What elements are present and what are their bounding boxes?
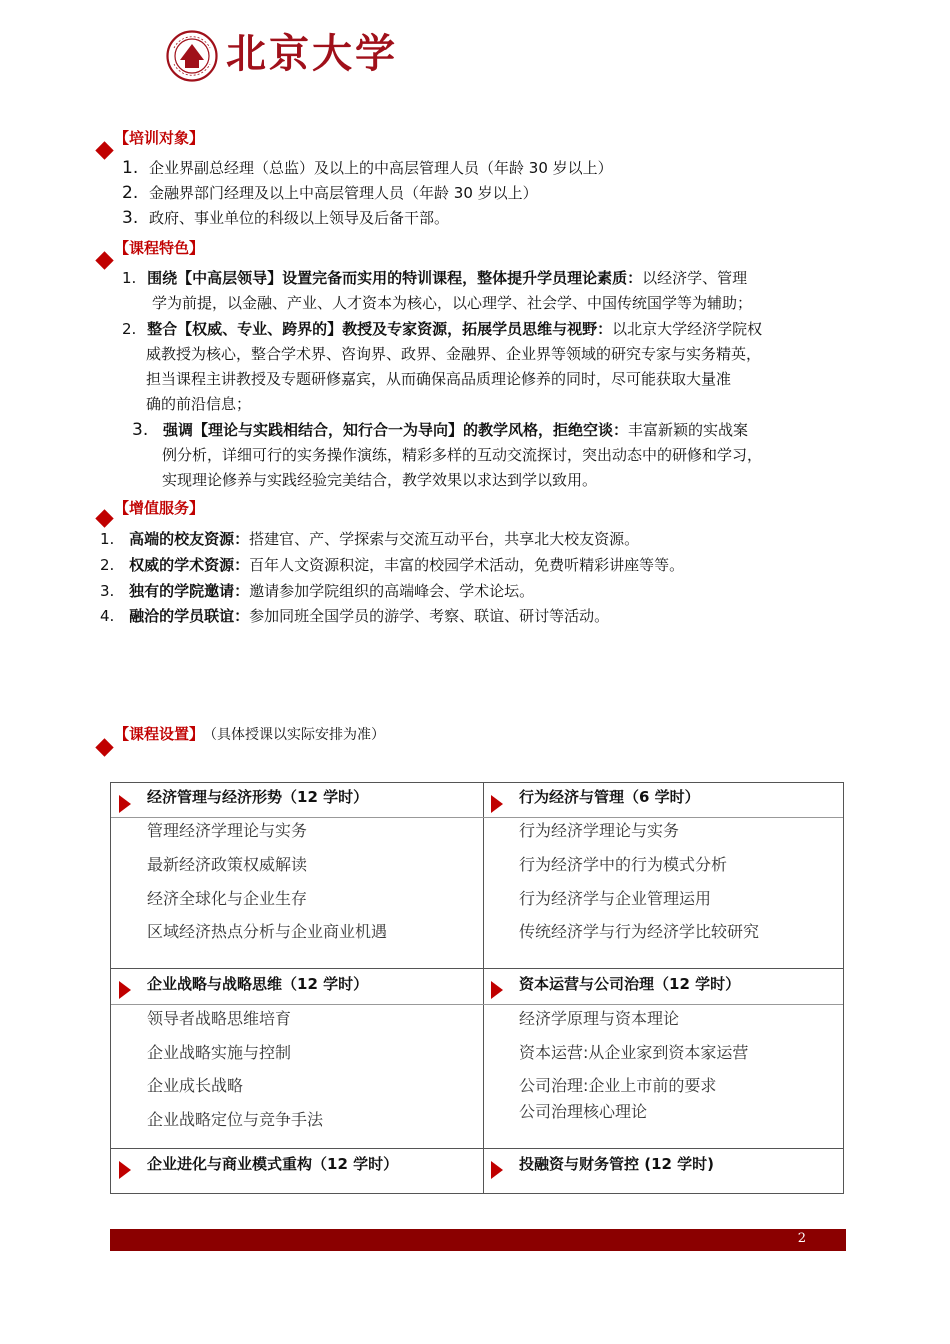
course-item: 经济全球化与企业生存 — [147, 889, 308, 908]
curriculum-title-text: 【课程设置】 — [114, 725, 205, 743]
item-text: 政府、事业单位的科级以上领导及后备干部。 — [149, 209, 450, 227]
peking-university-seal-icon — [166, 30, 218, 82]
row-divider — [111, 1148, 843, 1149]
service-heading: 高端的校友资源： — [129, 530, 250, 548]
feature-2-heading: 整合【权威、专业、跨界的】教授及专家资源，拓展学员思维与视野： — [147, 320, 613, 338]
triangle-bullet-icon — [491, 1161, 503, 1179]
footer-bar — [110, 1229, 846, 1251]
course-item: 传统经济学与行为经济学比较研究 — [519, 922, 760, 941]
course-table — [110, 782, 844, 1194]
page-number: 2 — [797, 1231, 806, 1246]
section-diamond-icon — [95, 141, 113, 159]
row-divider — [111, 968, 843, 969]
item-number: 1. — [122, 158, 139, 178]
item-number: 3. — [132, 420, 149, 440]
row-divider — [111, 817, 843, 818]
module-header-corporate-strategy: 企业战略与战略思维（12 学时） — [147, 975, 369, 993]
section-diamond-icon — [95, 738, 113, 756]
triangle-bullet-icon — [119, 1161, 131, 1179]
module-header-investment-finance: 投融资与财务管控 (12 学时) — [519, 1155, 715, 1173]
course-item: 区域经济热点分析与企业商业机遇 — [147, 922, 388, 941]
feature-3-line-2: 例分析，详细可行的实务操作演练，精彩多样的互动交流探讨，突出动态中的研修和学习， — [162, 446, 763, 464]
feature-2-line-3: 担当课程主讲教授及专题研修嘉宾，从而确保高品质理论修养的同时，尽可能获取大量准 — [146, 370, 732, 388]
column-divider — [483, 783, 484, 1193]
item-number: 2. — [100, 556, 115, 574]
feature-3-text: 丰富新颖的实战案 — [628, 421, 749, 439]
module-header-economic-management: 经济管理与经济形势（12 学时） — [147, 788, 369, 806]
course-item: 公司治理:企业上市前的要求 — [519, 1076, 717, 1095]
service-text: 邀请参加学院组织的高端峰会、学术论坛。 — [249, 582, 535, 600]
feature-3-line-1 — [132, 419, 748, 441]
service-item-1 — [100, 528, 639, 550]
trainee-item-3 — [122, 207, 449, 229]
course-item: 资本运营:从企业家到资本家运营 — [519, 1043, 749, 1062]
item-number: 3. — [100, 582, 115, 600]
course-item: 行为经济学与企业管理运用 — [519, 889, 712, 908]
course-item: 行为经济学中的行为模式分析 — [519, 855, 728, 874]
triangle-bullet-icon — [119, 981, 131, 999]
course-item: 管理经济学理论与实务 — [147, 821, 308, 840]
course-item: 企业成长战略 — [147, 1076, 244, 1095]
section-title-trainees: 【培训对象】 — [114, 129, 205, 147]
feature-2-line-1 — [122, 318, 762, 340]
course-item: 领导者战略思维培育 — [147, 1009, 292, 1028]
service-text: 搭建官、产、学探索与交流互动平台，共享北大校友资源。 — [249, 530, 640, 548]
module-header-behavioral-economics: 行为经济与管理（6 学时） — [519, 788, 700, 806]
trainee-item-1 — [122, 157, 613, 179]
section-title-services: 【增值服务】 — [114, 499, 205, 517]
triangle-bullet-icon — [119, 795, 131, 813]
feature-2-text: 以北京大学经济学院权 — [612, 320, 763, 338]
university-logo-text: 北京大学 — [226, 30, 398, 77]
course-item: 最新经济政策权威解读 — [147, 855, 308, 874]
section-title-curriculum — [114, 724, 385, 745]
feature-1-line-1 — [122, 267, 747, 289]
trainee-item-2 — [122, 182, 538, 204]
item-text: 企业界副总经理（总监）及以上的中高层管理人员（年龄 30 岁以上） — [149, 159, 613, 177]
item-number: 2. — [122, 320, 137, 338]
feature-2-line-4: 确的前沿信息； — [146, 395, 252, 413]
item-number: 2. — [122, 183, 139, 203]
row-divider — [111, 1004, 843, 1005]
service-item-4 — [100, 605, 609, 627]
course-item: 企业战略定位与竞争手法 — [147, 1110, 324, 1129]
item-number: 1. — [100, 530, 115, 548]
service-item-3 — [100, 580, 534, 602]
feature-2-line-2: 威教授为核心，整合学术界、咨询界、政界、金融界、企业界等领域的研究专家与实务精英， — [146, 345, 762, 363]
service-heading: 融洽的学员联谊： — [129, 607, 250, 625]
section-diamond-icon — [95, 509, 113, 527]
service-text: 百年人文资源积淀，丰富的校园学术活动，免费听精彩讲座等等。 — [249, 556, 685, 574]
triangle-bullet-icon — [491, 795, 503, 813]
item-number: 3. — [122, 208, 139, 228]
feature-3-line-3: 实现理论修养与实践经验完美结合，教学效果以求达到学以致用。 — [162, 471, 598, 489]
feature-1-text: 以经济学、管理 — [642, 269, 748, 287]
course-item: 公司治理核心理论 — [519, 1102, 648, 1121]
course-item: 企业战略实施与控制 — [147, 1043, 292, 1062]
section-title-features: 【课程特色】 — [114, 239, 205, 257]
section-diamond-icon — [95, 251, 113, 269]
curriculum-note: （具体授课以实际安排为准） — [210, 727, 386, 743]
item-number: 4. — [100, 607, 115, 625]
module-header-business-model: 企业进化与商业模式重构（12 学时） — [147, 1155, 399, 1173]
course-item: 行为经济学理论与实务 — [519, 821, 680, 840]
feature-1-heading: 围绕【中高层领导】设置完备而实用的特训课程，整体提升学员理论素质： — [147, 269, 643, 287]
service-heading: 权威的学术资源： — [129, 556, 250, 574]
service-heading: 独有的学院邀请： — [129, 582, 250, 600]
course-item: 经济学原理与资本理论 — [519, 1009, 680, 1028]
item-number: 1. — [122, 269, 137, 287]
item-text: 金融界部门经理及以上中高层管理人员（年龄 30 岁以上） — [149, 184, 538, 202]
module-header-capital-operations: 资本运营与公司治理（12 学时） — [519, 975, 741, 993]
service-text: 参加同班全国学员的游学、考察、联谊、研讨等活动。 — [249, 607, 610, 625]
triangle-bullet-icon — [491, 981, 503, 999]
feature-1-line-2: 学为前提，以金融、产业、人才资本为核心，以心理学、社会学、中国传统国学等为辅助； — [152, 294, 753, 312]
feature-3-heading: 强调【理论与实践相结合，知行合一为导向】的教学风格，拒绝空谈： — [163, 421, 629, 439]
service-item-2 — [100, 554, 684, 576]
